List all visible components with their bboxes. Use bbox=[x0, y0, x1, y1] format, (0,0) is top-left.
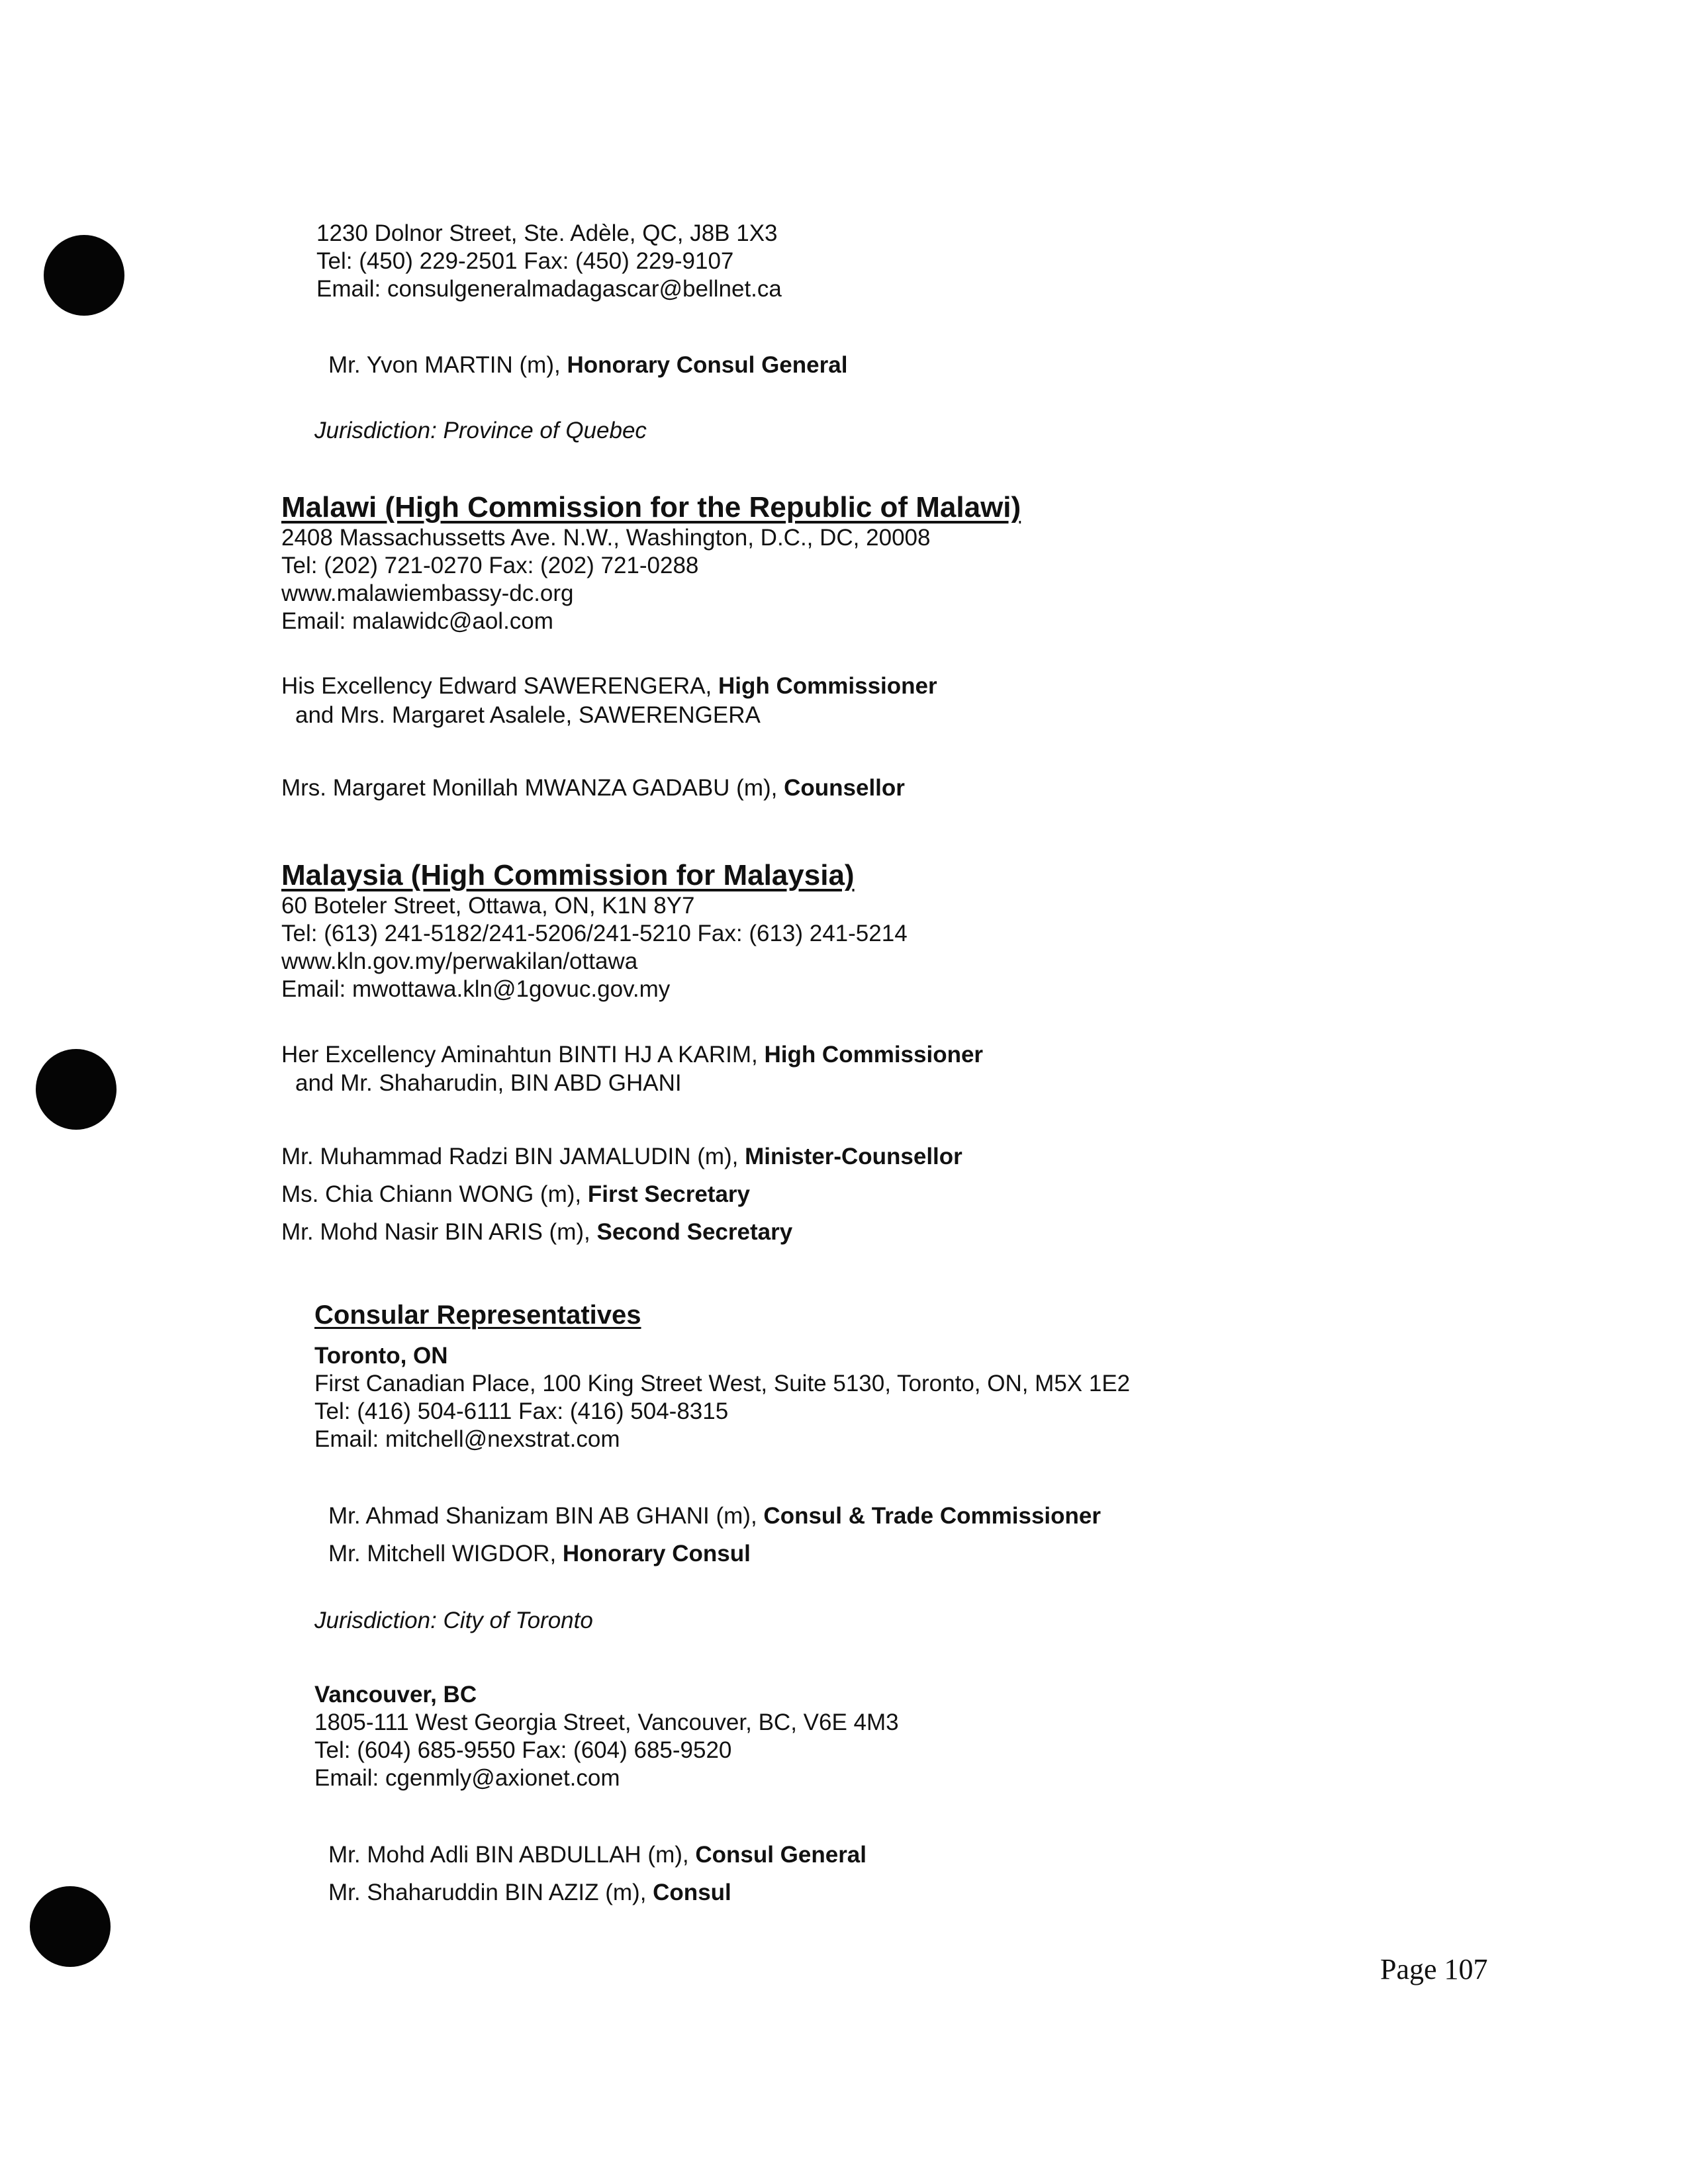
madagascar-address: 1230 Dolnor Street, Ste. Adèle, QC, J8B 1X3 bbox=[316, 220, 778, 246]
madagascar-jurisdiction: Jurisdiction: Province of Quebec bbox=[314, 418, 647, 443]
officer-name: Mr. Yvon MARTIN (m), bbox=[328, 352, 567, 378]
malawi-spouse: and Mrs. Margaret Asalele, SAWERENGERA bbox=[295, 702, 761, 728]
officer-title: Consul General bbox=[695, 1842, 867, 1868]
malaysia-head-of-mission bbox=[281, 1041, 983, 1069]
staff-title: Counsellor bbox=[784, 775, 905, 801]
malawi-heading: Malawi (High Commission for the Republic of Malawi) bbox=[281, 491, 1021, 523]
officer-title: Honorary Consul General bbox=[567, 352, 848, 378]
malawi-tel: Tel: (202) 721-0270 Fax: (202) 721-0288 bbox=[281, 553, 699, 578]
toronto-city: Toronto, ON bbox=[314, 1343, 448, 1369]
malawi-website: www.malawiembassy-dc.org bbox=[281, 580, 574, 606]
malawi-staff-row bbox=[281, 774, 905, 802]
toronto-officer-row bbox=[328, 1540, 751, 1568]
staff-name: Mrs. Margaret Monillah MWANZA GADABU (m), bbox=[281, 775, 784, 801]
officer-title: Consul & Trade Commissioner bbox=[763, 1503, 1101, 1529]
officer-name: Mr. Ahmad Shanizam BIN AB GHANI (m), bbox=[328, 1503, 764, 1529]
head-name: His Excellency Edward SAWERENGERA, bbox=[281, 673, 718, 699]
staff-title: Minister-Counsellor bbox=[745, 1144, 962, 1169]
punch-hole-bottom bbox=[30, 1886, 111, 1967]
malaysia-email: Email: mwottawa.kln@1govuc.gov.my bbox=[281, 976, 671, 1002]
staff-title: First Secretary bbox=[587, 1181, 750, 1207]
staff-name: Ms. Chia Chiann WONG (m), bbox=[281, 1181, 588, 1207]
staff-name: Mr. Mohd Nasir BIN ARIS (m), bbox=[281, 1219, 597, 1245]
staff-name: Mr. Muhammad Radzi BIN JAMALUDIN (m), bbox=[281, 1144, 745, 1169]
malawi-head-of-mission bbox=[281, 672, 937, 700]
officer-name: Mr. Mohd Adli BIN ABDULLAH (m), bbox=[328, 1842, 696, 1868]
officer-name: Mr. Shaharuddin BIN AZIZ (m), bbox=[328, 1880, 653, 1905]
toronto-address: First Canadian Place, 100 King Street West, Suite 5130, Toronto, ON, M5X 1E2 bbox=[314, 1371, 1131, 1396]
head-title: High Commissioner bbox=[764, 1042, 984, 1068]
vancouver-tel: Tel: (604) 685-9550 Fax: (604) 685-9520 bbox=[314, 1737, 732, 1763]
staff-title: Second Secretary bbox=[596, 1219, 793, 1245]
officer-title: Honorary Consul bbox=[562, 1541, 751, 1567]
toronto-officer-row bbox=[328, 1502, 1101, 1530]
vancouver-city: Vancouver, BC bbox=[314, 1682, 477, 1707]
officer-name: Mr. Mitchell WIGDOR, bbox=[328, 1541, 563, 1567]
officer-title: Consul bbox=[653, 1880, 731, 1905]
vancouver-officer-row bbox=[328, 1879, 731, 1907]
malaysia-address: 60 Boteler Street, Ottawa, ON, K1N 8Y7 bbox=[281, 893, 695, 919]
toronto-email: Email: mitchell@nexstrat.com bbox=[314, 1426, 620, 1452]
vancouver-address: 1805-111 West Georgia Street, Vancouver, BC, V6E 4M3 bbox=[314, 1709, 899, 1735]
malaysia-spouse: and Mr. Shaharudin, BIN ABD GHANI bbox=[295, 1070, 682, 1096]
consular-representatives-heading: Consular Representatives bbox=[314, 1300, 641, 1330]
page-number: Page 107 bbox=[1380, 1953, 1488, 1985]
madagascar-officer bbox=[328, 351, 847, 379]
malaysia-heading: Malaysia (High Commission for Malaysia) bbox=[281, 859, 855, 891]
malaysia-staff-row bbox=[281, 1181, 750, 1208]
malaysia-staff-row bbox=[281, 1218, 792, 1246]
toronto-jurisdiction: Jurisdiction: City of Toronto bbox=[314, 1608, 593, 1633]
malawi-address: 2408 Massachussetts Ave. N.W., Washington, D.C., DC, 20008 bbox=[281, 525, 931, 551]
malaysia-tel: Tel: (613) 241-5182/241-5206/241-5210 Fax: (613) 241-5214 bbox=[281, 921, 908, 946]
head-title: High Commissioner bbox=[718, 673, 937, 699]
malaysia-website: www.kln.gov.my/perwakilan/ottawa bbox=[281, 948, 638, 974]
punch-hole-middle bbox=[36, 1049, 117, 1130]
vancouver-officer-row bbox=[328, 1841, 867, 1869]
malaysia-staff-row bbox=[281, 1143, 962, 1171]
vancouver-email: Email: cgenmly@axionet.com bbox=[314, 1765, 620, 1791]
head-name: Her Excellency Aminahtun BINTI HJ A KARIM, bbox=[281, 1042, 765, 1068]
madagascar-email: Email: consulgeneralmadagascar@bellnet.ca bbox=[316, 276, 782, 302]
punch-hole-top bbox=[44, 235, 124, 316]
malawi-email: Email: malawidc@aol.com bbox=[281, 608, 553, 634]
toronto-tel: Tel: (416) 504-6111 Fax: (416) 504-8315 bbox=[314, 1398, 729, 1424]
madagascar-tel: Tel: (450) 229-2501 Fax: (450) 229-9107 bbox=[316, 248, 734, 274]
